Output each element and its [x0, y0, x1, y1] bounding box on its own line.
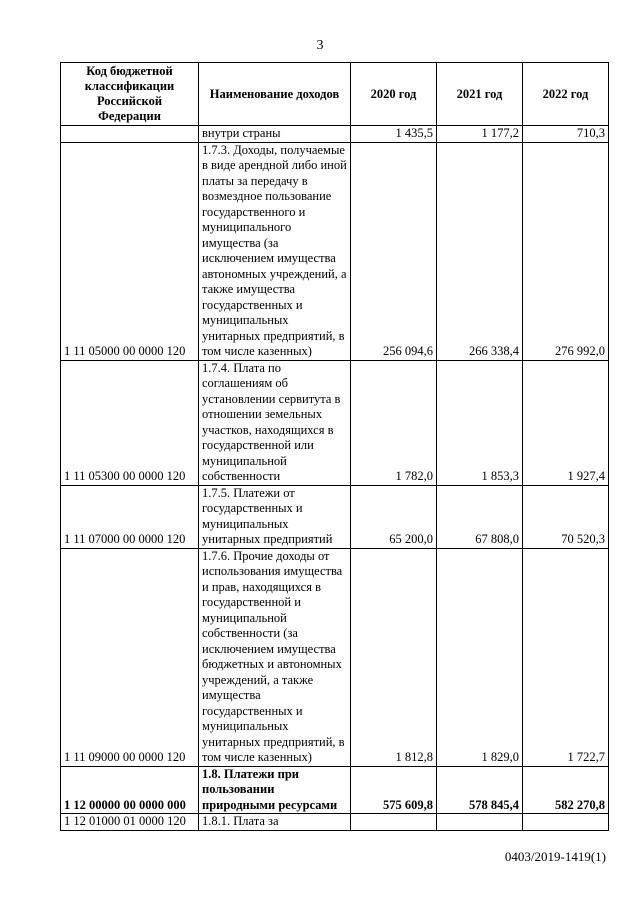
- cell-code: 1 11 05000 00 0000 120: [61, 142, 199, 360]
- header-name: Наименование доходов: [199, 63, 351, 126]
- cell-name: 1.7.5. Платежи от государственных и муниципальных унитарных предприятий: [199, 485, 351, 548]
- cell-2020: 1 782,0: [351, 360, 437, 485]
- cell-2022: 582 270,8: [523, 766, 609, 814]
- cell-2022: 70 520,3: [523, 485, 609, 548]
- cell-2020: [351, 814, 437, 831]
- cell-2020: 1 435,5: [351, 126, 437, 143]
- table-row: [61, 485, 609, 548]
- cell-2022: [523, 814, 609, 831]
- cell-2021: 1 829,0: [437, 548, 523, 766]
- cell-code: 1 11 09000 00 0000 120: [61, 548, 199, 766]
- cell-code: 1 11 07000 00 0000 120: [61, 485, 199, 548]
- header-code: Код бюджетной классификации Российской Федерации: [61, 63, 199, 126]
- cell-code: [61, 126, 199, 143]
- cell-2022: 1 722,7: [523, 548, 609, 766]
- cell-2020: 1 812,8: [351, 548, 437, 766]
- revenue-table: [60, 62, 609, 831]
- cell-name: 1.8.1. Плата за: [199, 814, 351, 831]
- table-row: [61, 126, 609, 143]
- cell-2022: 1 927,4: [523, 360, 609, 485]
- cell-2022: 710,3: [523, 126, 609, 143]
- table-row: [61, 548, 609, 766]
- cell-2022: 276 992,0: [523, 142, 609, 360]
- cell-2020: 65 200,0: [351, 485, 437, 548]
- cell-2021: 67 808,0: [437, 485, 523, 548]
- header-2022: 2022 год: [523, 63, 609, 126]
- header-2021: 2021 год: [437, 63, 523, 126]
- cell-code: 1 11 05300 00 0000 120: [61, 360, 199, 485]
- header-2020: 2020 год: [351, 63, 437, 126]
- cell-2021: 1 177,2: [437, 126, 523, 143]
- table-row: [61, 814, 609, 831]
- cell-2020: 256 094,6: [351, 142, 437, 360]
- document-reference: 0403/2019-1419(1): [504, 849, 606, 864]
- cell-name: 1.8. Платежи при пользовании природными ресурсами: [199, 766, 351, 814]
- cell-2021: 578 845,4: [437, 766, 523, 814]
- page-number: 3: [316, 38, 324, 53]
- cell-2021: 266 338,4: [437, 142, 523, 360]
- table-row: [61, 142, 609, 360]
- cell-name: 1.7.6. Прочие доходы от использования имущества и прав, находящихся в государственной и муниципальной собственности (за исключением имущества бюджетных и автономных учреждений, а также имущества государственных и муниципальных унитарных предприятий, в том числе казенных): [199, 548, 351, 766]
- cell-2021: 1 853,3: [437, 360, 523, 485]
- table-row: [61, 360, 609, 485]
- cell-code: 1 12 00000 00 0000 000: [61, 766, 199, 814]
- table-header-row: [61, 63, 609, 126]
- cell-name: 1.7.4. Плата по соглашениям об установлении сервитута в отношении земельных участков, находящихся в государственной или муниципальной собственности: [199, 360, 351, 485]
- cell-name: 1.7.3. Доходы, получаемые в виде арендной либо иной платы за передачу в возмездное пользование государственного и муниципального имущества (за исключением имущества автономных учреждений, а также имущества государственных и муниципальных унитарных предприятий, в том числе казенных): [199, 142, 351, 360]
- cell-2020: 575 609,8: [351, 766, 437, 814]
- cell-name: внутри страны: [199, 126, 351, 143]
- table-row-section-total: [61, 766, 609, 814]
- cell-code: 1 12 01000 01 0000 120: [61, 814, 199, 831]
- cell-2021: [437, 814, 523, 831]
